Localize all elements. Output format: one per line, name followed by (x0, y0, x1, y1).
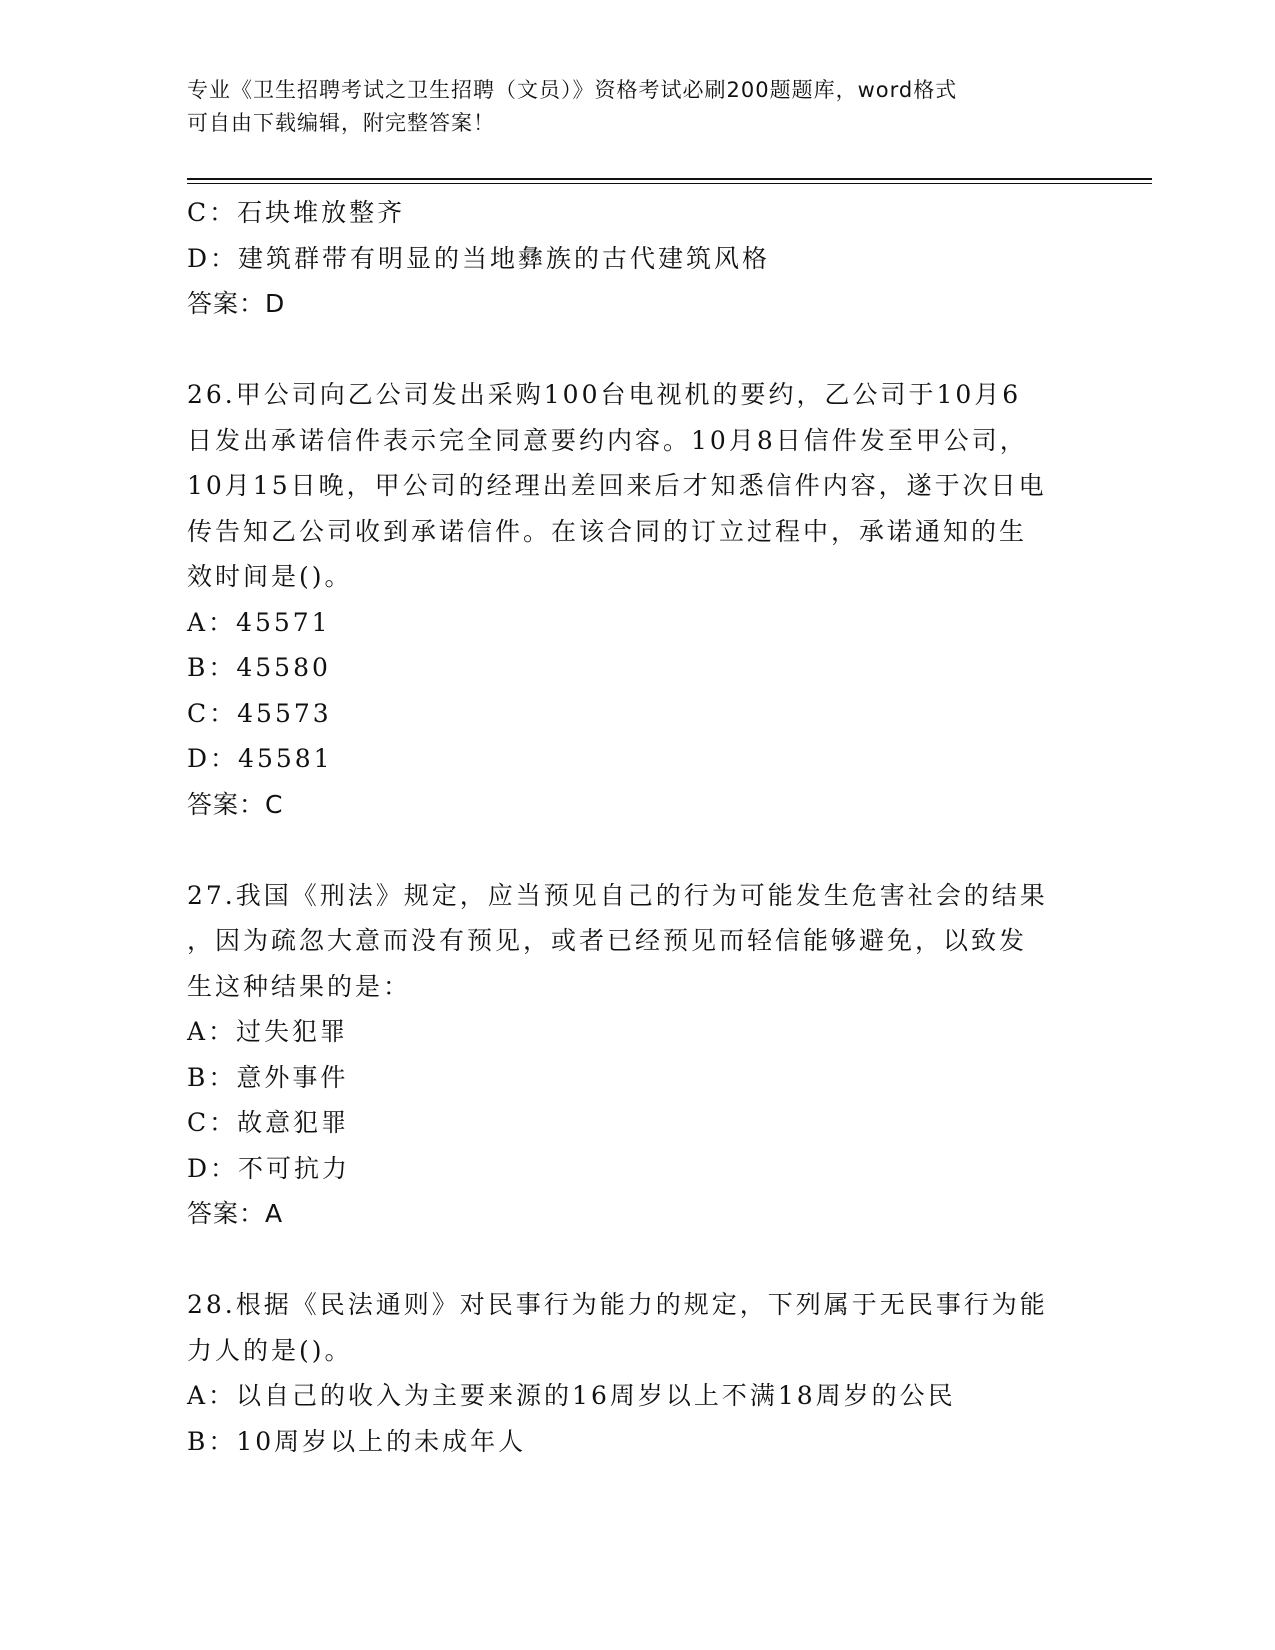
question-27 (187, 873, 1087, 1237)
question-text-line: 28.根据《民法通则》对民事行为能力的规定，下列属于无民事行为能 (187, 1290, 1048, 1319)
option-a: A：过失犯罪 (187, 1017, 349, 1046)
option-c: C：石块堆放整齐 (187, 198, 406, 227)
option-a: A：以自己的收入为主要来源的16周岁以上不满18周岁的公民 (187, 1381, 956, 1410)
question-text-line: 力人的是()。 (187, 1335, 353, 1365)
header-rule-thin (187, 183, 1152, 184)
option-d: D：45581 (187, 744, 333, 773)
question-text-line: 10月15日晚，甲公司的经理出差回来后才知悉信件内容，遂于次日电 (187, 471, 1047, 500)
question-28 (187, 1282, 1087, 1464)
option-a: A：45571 (187, 607, 331, 637)
question-text-line: ，因为疏忽大意而没有预见，或者已经预见而轻信能够避免，以致发 (187, 926, 1028, 955)
document-header (187, 74, 1087, 140)
header-line-1: 专业《卫生招聘考试之卫生招聘（文员）》资格考试必刷200题题库，word格式 (187, 78, 958, 102)
question-content (187, 190, 1087, 1464)
question-text-line: 传告知乙公司收到承诺信件。在该合同的订立过程中，承诺通知的生 (187, 516, 1028, 546)
header-line-2: 可自由下载编辑，附完整答案！ (187, 111, 495, 135)
answer-line: 答案：C (187, 789, 284, 819)
header-rule-thick (187, 178, 1152, 180)
answer-line: 答案：D (187, 289, 286, 318)
option-b: B：意外事件 (187, 1062, 349, 1092)
option-b: B：45580 (187, 653, 331, 682)
answer-line: 答案：A (187, 1199, 284, 1228)
question-text-line: 27.我国《刑法》规定，应当预见自己的行为可能发生危害社会的结果 (187, 880, 1048, 910)
question-text-line: 日发出承诺信件表示完全同意要约内容。10月8日信件发至甲公司， (187, 425, 1028, 455)
option-d: D：建筑群带有明显的当地彝族的古代建筑风格 (187, 243, 771, 273)
question-text-line: 效时间是()。 (187, 562, 353, 591)
question-text-line: 26.甲公司向乙公司发出采购100台电视机的要约，乙公司于10月6 (187, 380, 1022, 409)
question-text-line: 生这种结果的是： (187, 971, 412, 1001)
option-c: C：45573 (187, 698, 332, 728)
option-d: D：不可抗力 (187, 1153, 351, 1183)
question-26 (187, 372, 1087, 827)
option-c: C：故意犯罪 (187, 1108, 350, 1137)
option-b: B：10周岁以上的未成年人 (187, 1426, 527, 1456)
